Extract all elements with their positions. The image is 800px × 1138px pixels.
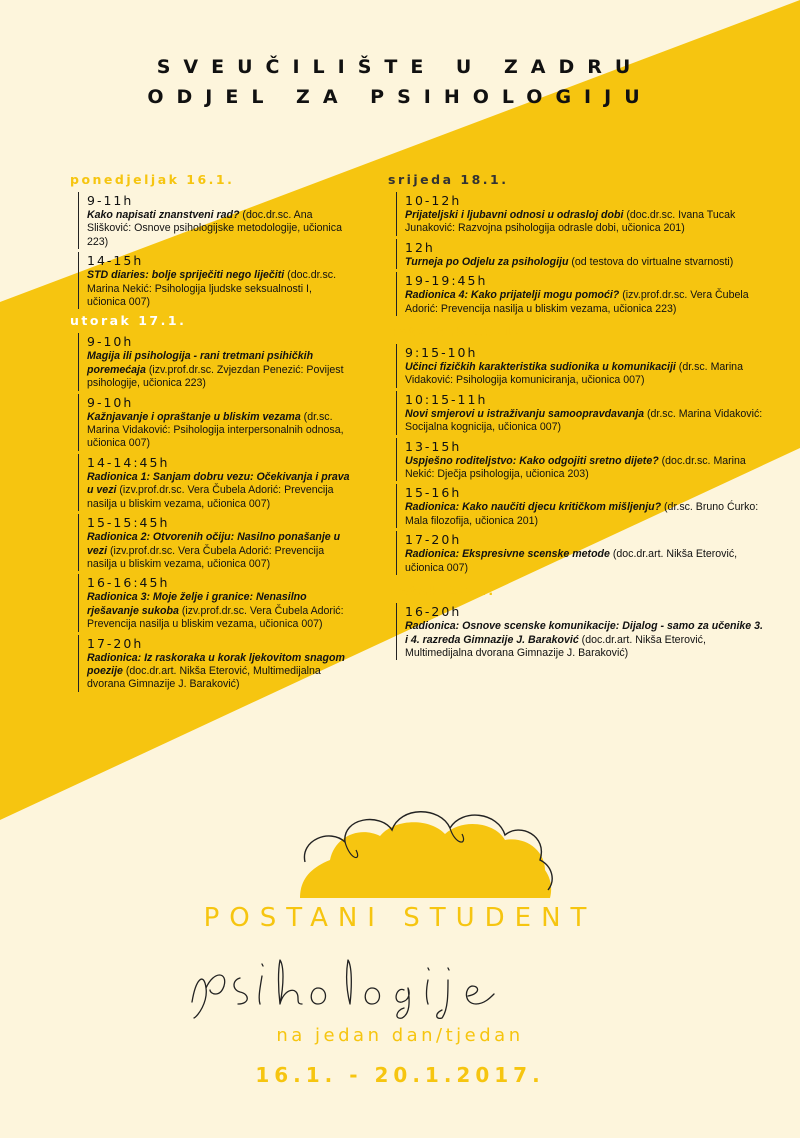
event-info: (doc.dr.sc. Marina Nekić: Dječja psihologija, učionica 203) [405,454,746,481]
event-title: Uspješno roditeljstvo: Kako odgojiti sretno dijete? [405,454,659,467]
event-description [405,289,768,316]
event-item [396,344,768,388]
event-info: (izv.prof.dr.sc. Zvjezdan Penezić: Povijest psihologije, učionica 223) [87,363,344,390]
event-title: Radionica: Kako naučiti djecu kritičkom mišljenju? [405,501,662,514]
event-time: 9:15-10h [405,345,478,361]
event-time: 14-15h [87,253,144,269]
event-item [396,192,768,236]
day-heading-friday: petak 20.1. [388,583,496,599]
event-time: 9-10h [87,394,134,410]
event-time: 19-19:45h [405,273,488,289]
event-time: 16-20h [405,604,462,620]
event-title: Novi smjerovi u istraživanju samoopravdavanja [405,407,645,420]
event-title: Radionica: Iz raskoraka u korak ljekovitom snagom poezije [87,651,345,677]
event-description [405,548,768,575]
event-dates: 16.1. - 20.1.2017. [255,1063,545,1087]
university-name: SVEUČILIŠTE U ZADRU [156,56,644,78]
event-description [405,455,768,482]
event-title: Učinci fizičkih karakteristika sudionika u komunikaciji [405,361,676,374]
event-info: (doc.dr.art. Nikša Eterović, Multimedijalna dvorana Gimnazije J. Baraković) [405,633,706,659]
event-info: (izv.prof.dr.sc. Vera Čubela Adorić: Prevencija nasilja u bliskim vezama, učionica 223) [405,289,749,315]
event-title: Magija ili psihologija - rani tretmani psihičkih poremećaja [87,350,314,376]
right-column [388,172,768,663]
event-item [396,531,768,575]
event-time: 15-16h [405,485,462,501]
event-title: Radionica 2: Otvorenih očiju: Nasilno ponašanje u vezi [87,531,341,557]
day-heading-tuesday: utorak 17.1. [70,313,187,329]
event-info: (dr.sc. Marina Vidaković: Socijalna kognicija, učionica 007) [405,407,763,434]
event-description [87,411,350,451]
event-info: (od testova do virtualne stvarnosti) [568,255,734,268]
event-title: Turneja po Odjelu za psihologiju [405,255,569,268]
cloud-shape [300,822,551,898]
event-item [396,603,768,660]
event-info: (doc.dr.art. Nikša Eterović, učionica 007) [405,548,738,574]
event-title: Radionica 3: Moje želje i granice: Nenasilno rješavanje sukoba [87,591,307,617]
event-title: Radionica 1: Sanjam dobru vezu: Očekivanja i prava u vezi [87,470,350,497]
subline-one-day-week: na jedan dan/tjedan [276,1025,524,1046]
event-time: 12h [405,239,435,255]
event-item [78,394,350,451]
event-item [78,454,350,511]
event-description [87,471,350,511]
event-time: 17-20h [87,635,144,651]
postani-student-headline: POSTANI STUDENT [203,903,597,933]
event-info: (izv.prof.dr.sc. Vera Čubela Adorić: Prevencija nasilja u bliskim vezama, učionica 007) [87,484,334,510]
event-item [396,239,768,269]
event-time: 15-15:45h [87,515,170,531]
event-description [87,531,350,571]
event-time: 10-12h [405,193,462,208]
event-description [405,209,768,236]
event-title: Radionica 4: Kako prijatelji mogu pomoći? [405,289,620,302]
event-item [78,252,350,309]
event-description [405,256,768,269]
event-title: Kažnjavanje i opraštanje u bliskim vezama [87,410,301,423]
event-title: Prijateljski i ljubavni odnosi u odrasloj dobi [405,209,624,221]
event-time: 17-20h [405,532,462,548]
event-description [405,501,768,528]
event-title: Radionica: Ekspresivne scenske metode [405,548,610,561]
event-info: (dr.sc. Marina Vidaković: Psihologija interpersonalnih odnosa, učionica 007) [87,410,344,450]
event-item [396,391,768,435]
event-description [405,408,768,435]
event-description [405,361,768,388]
event-description [87,591,350,631]
event-item [396,484,768,528]
event-time: 9-11h [87,193,134,208]
event-info: (doc.dr.art. Nikša Eterović, Multimedijalna dvorana Gimnazije J. Baraković) [87,664,321,691]
event-item [396,272,768,316]
event-item [78,514,350,571]
event-item [396,438,768,482]
script-lettering-drawing [180,958,620,1020]
psihologije-script-lettering [0,958,800,1025]
event-info: (dr.sc. Bruno Ćurko: Mala filozofija, učionica 201) [405,501,759,527]
event-description [405,620,768,660]
event-item [78,333,350,390]
event-item [78,635,350,692]
event-time: 16-16:45h [87,575,170,591]
event-item [78,192,350,249]
event-item [78,574,350,631]
header [0,52,800,112]
event-title: Kako napisati znanstveni rad? [87,209,240,221]
event-info: (izv.prof.dr.sc. Vera Čubela Adorić: Prevencija nasilja u bliskim vezama, učionica 007) [87,604,344,631]
event-title: Radionica: Osnove scenske komunikacije: Dijalog - samo za učenike 3. i 4. razreda Gimnazije J. Baraković [405,620,763,646]
event-description [87,209,350,249]
event-description [87,350,350,390]
event-description [87,652,350,692]
day-heading-thursday: četvrtak 19.1. [388,324,522,340]
event-description [87,269,350,309]
department-name: ODJEL ZA PSIHOLOGIJU [147,86,653,108]
event-title: STD diaries: bolje spriječiti nego liječiti [87,269,285,282]
event-time: 9-10h [87,334,134,350]
event-info: (doc.dr.sc. Marina Nekić: Psihologija ljudske seksualnosti I, učionica 007) [87,269,337,309]
day-heading-monday: ponedjeljak 16.1. [70,172,235,187]
event-info: (dr.sc. Marina Vidaković: Psihologija komuniciranja, učionica 007) [405,361,743,387]
day-heading-wednesday: srijeda 18.1. [388,172,509,187]
event-info: (doc.dr.sc. Ana Slišković: Osnove psihologijske metodologije, učionica 223) [87,209,342,248]
event-info: (izv.prof.dr.sc. Vera Čubela Adorić: Prevencija nasilja u bliskim vezama, učionica 007) [87,544,325,570]
event-time: 13-15h [405,438,462,454]
event-time: 14-14:45h [87,454,170,470]
left-column [70,172,350,695]
event-info: (doc.dr.sc. Ivana Tucak Junaković: Razvojna psihologija odrasle dobi, učionica 201) [405,209,736,235]
event-time: 10:15-11h [405,391,488,407]
